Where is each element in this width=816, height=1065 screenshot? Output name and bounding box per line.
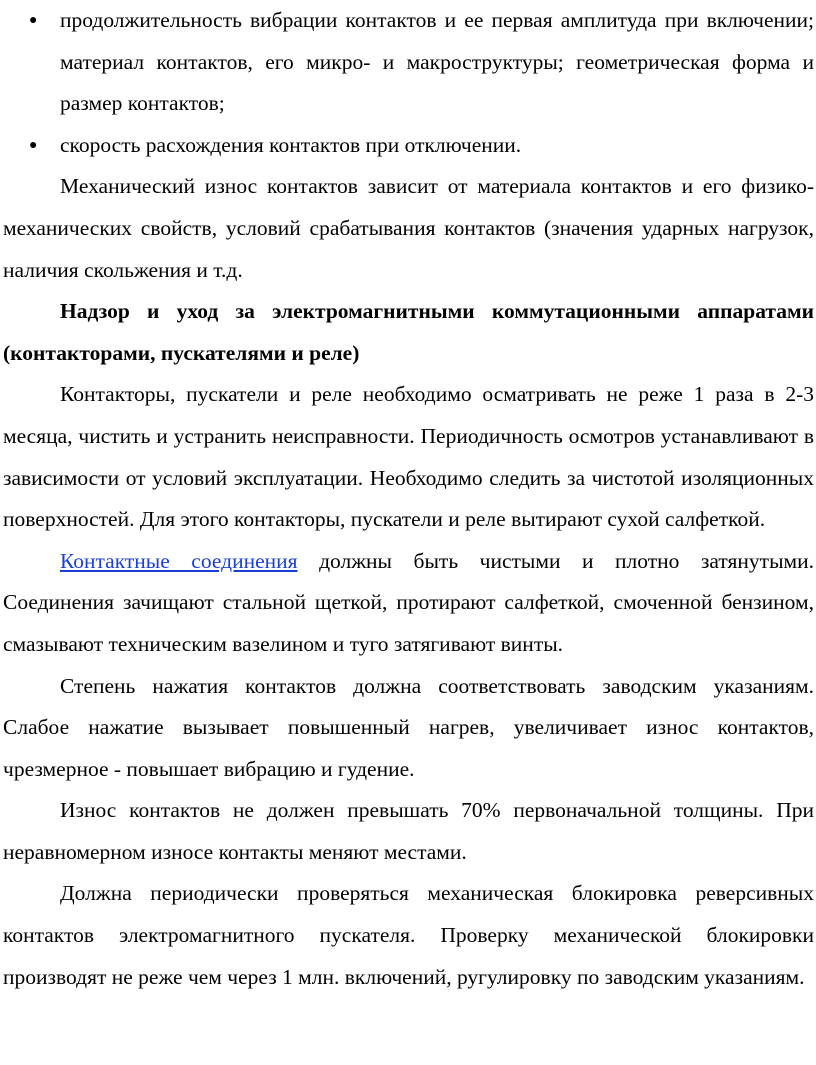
section-heading: Надзор и уход за электромагнитными коммутационными аппаратами (контакторами, пускателями и реле) (3, 299, 814, 365)
paragraph-mechanical-interlock: Должна периодически проверяться механическая блокировка реверсивных контактов электромагнитного пускателя. Проверку механической блокировки производят не реже чем через 1 млн. включений, ругулировку по заводским указаниям. (3, 881, 814, 989)
bullet-list (3, 0, 814, 166)
paragraph-connections (3, 541, 814, 666)
bullet-item-separation-speed (3, 125, 814, 167)
paragraph-inspection: Контакторы, пускатели и реле необходимо осматривать не реже 1 раза в 2-3 месяца, чистить и устранить неисправности. Периодичность осмотров устанавливают в зависимости от условий эксплуатации. Необходимо следить за чистотой изоляционных поверхностей. Для этого контакторы, пускатели и реле вытирают сухой салфеткой. (3, 382, 814, 532)
bullet-text: продолжительность вибрации контактов и ее первая амплитуда при включении; материал контактов, его микро- и макроструктуры; геометрическая форма и размер контактов; (60, 8, 814, 116)
bullet-text: скорость расхождения контактов при отключении. (60, 132, 522, 157)
bullet-dot-icon: ● (29, 137, 38, 153)
paragraph-mechanical-wear: Механический износ контактов зависит от материала контактов и его физико-механических свойств, условий срабатывания контактов (значения ударных нагрузок, наличия скольжения и т.д. (3, 174, 814, 282)
paragraph-connections-text: должны быть чистыми и плотно затянутыми. Соединения зачищают стальной щеткой, протирают салфеткой, смоченной бензином, смазывают техническим вазелином и туго затягивают винты. (3, 548, 814, 656)
bullet-dot-icon: ● (29, 13, 38, 28)
paragraph-contact-pressure: Степень нажатия контактов должна соответствовать заводским указаниям. Слабое нажатие вызывает повышенный нагрев, увеличивает износ контактов, чрезмерное - повышает вибрацию и гудение. (3, 673, 814, 781)
bullet-item-vibration (3, 0, 814, 125)
contact-connections-link[interactable]: Контактные соединения (60, 548, 298, 573)
paragraph-contact-thickness: Износ контактов не должен превышать 70% первоначальной толщины. При неравномерном износе контакты меняют местами. (3, 798, 814, 864)
